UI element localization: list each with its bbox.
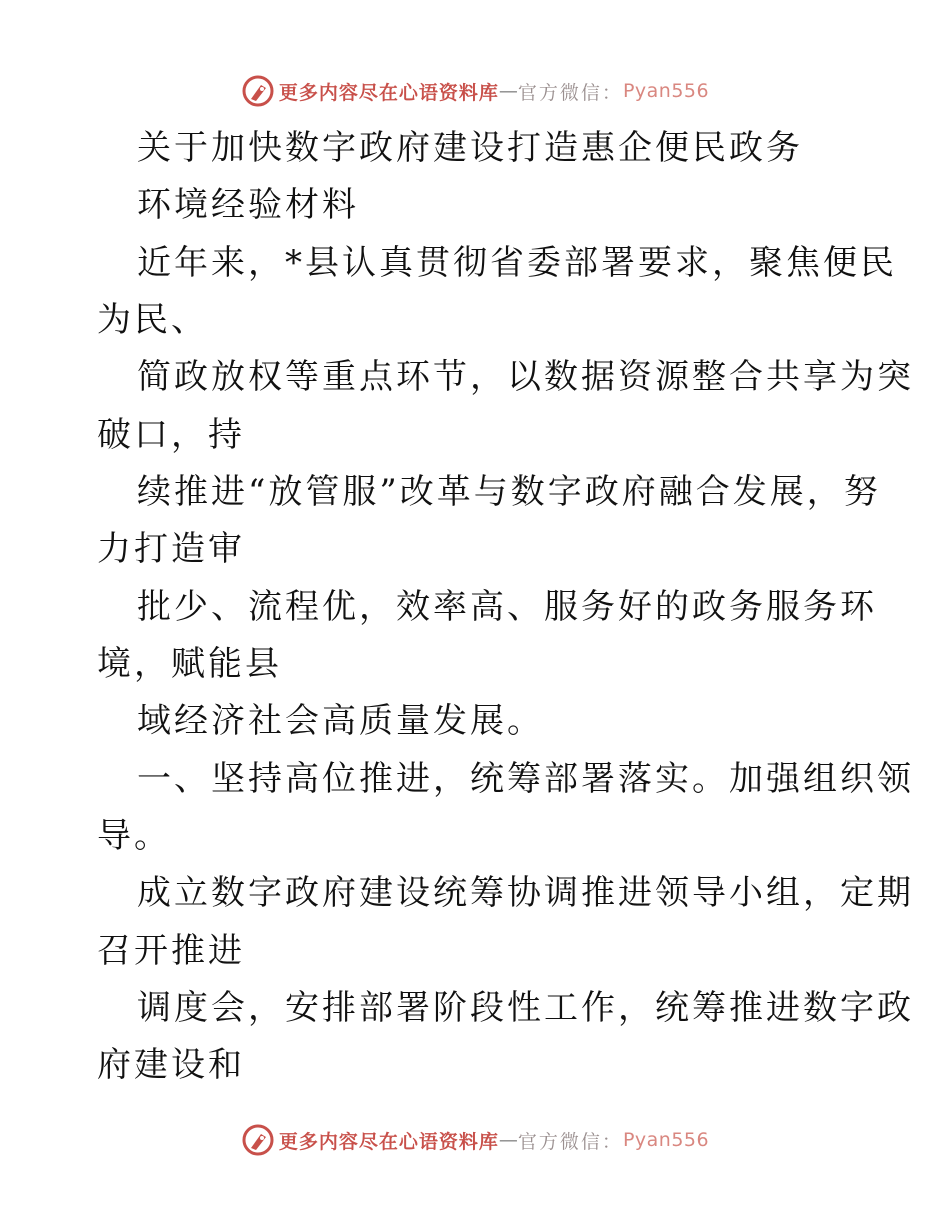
banner-wechat-id: Pyan556 [622, 1129, 710, 1151]
section-heading-line: 一、坚持高位推进，统筹部署落实。加强组织领 [137, 759, 914, 799]
paragraph-line: 成立数字政府建设统筹协调推进领导小组，定期 [137, 873, 914, 913]
pen-nib-logo-icon [241, 1123, 275, 1157]
banner-wechat-label: 官方微信： [517, 1130, 623, 1153]
paragraph-line: 调度会，安排部署阶段性工作，统筹推进数字政 [137, 988, 914, 1028]
paragraph-line: 域经济社会高质量发展。 [137, 701, 544, 741]
header-banner [0, 74, 950, 108]
document-title-line-2: 环境经验材料 [137, 185, 359, 225]
paragraph-line: 简政放权等重点环节，以数据资源整合共享为突 [137, 357, 914, 397]
paragraph-line: 导。 [97, 816, 171, 856]
paragraph-line: 力打造审 [97, 529, 245, 569]
paragraph-line: 续推进“放管服”改革与数字政府融合发展，努 [137, 472, 881, 512]
paragraph-line: 府建设和 [97, 1045, 245, 1085]
paragraph-line: 批少、流程优，效率高、服务好的政务服务环 [137, 587, 877, 627]
banner-title: 更多内容尽在心语资料库 [278, 1130, 499, 1153]
banner-wechat-label: 官方微信： [517, 81, 623, 104]
paragraph-line: 境，赋能县 [97, 644, 282, 684]
footer-banner [0, 1123, 950, 1157]
paragraph-line: 为民、 [97, 300, 208, 340]
banner-wechat-id: Pyan556 [622, 80, 710, 102]
pen-nib-logo-icon [241, 74, 275, 108]
banner-separator: — [498, 80, 518, 102]
paragraph-line: 近年来，*县认真贯彻省委部署要求，聚焦便民 [137, 243, 897, 283]
paragraph-line: 召开推进 [97, 931, 245, 971]
banner-title: 更多内容尽在心语资料库 [278, 81, 499, 104]
document-title-line-1: 关于加快数字政府建设打造惠企便民政务 [137, 128, 803, 168]
banner-separator: — [498, 1129, 518, 1151]
paragraph-line: 破口，持 [97, 415, 245, 455]
